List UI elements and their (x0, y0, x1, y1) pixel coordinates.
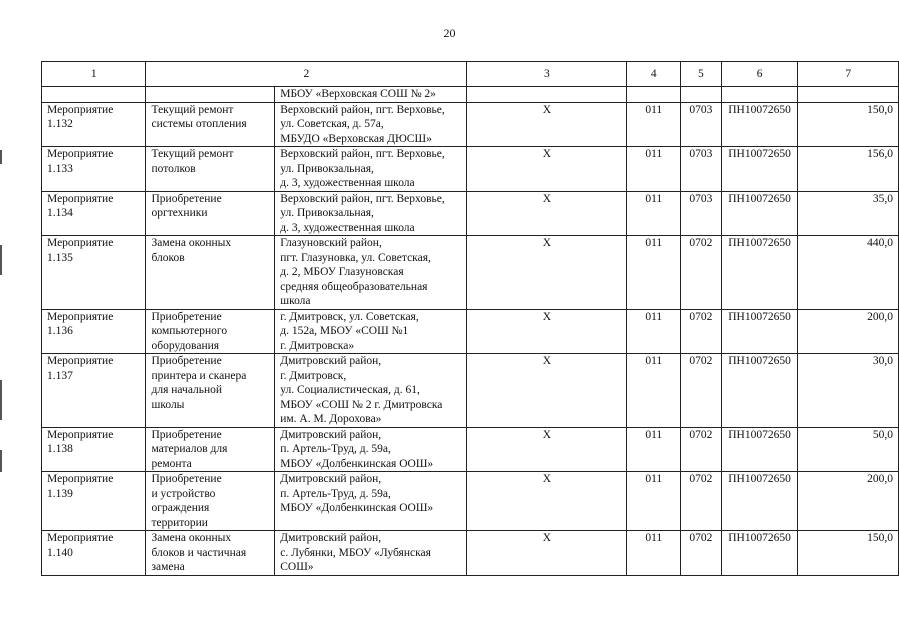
event-cell (42, 472, 146, 531)
name-line: Приобретение (151, 310, 222, 323)
column-header: 3 (467, 62, 627, 87)
amount-cell: 35,0 (798, 191, 899, 236)
code-cell: 011 (627, 236, 681, 310)
address-line: пгт. Глазуновка, ул. Советская, (280, 251, 431, 264)
event-line: 1.134 (47, 207, 73, 219)
mark-cell: X (467, 427, 627, 472)
event-cell (42, 354, 146, 428)
code-cell: 011 (627, 191, 681, 236)
table-row (42, 472, 899, 531)
name-line: Текущий ремонт (151, 148, 234, 160)
event-line: 1.135 (47, 251, 73, 264)
event-line: Мероприятие (47, 532, 114, 544)
address-line: ул. Привокзальная, (280, 162, 374, 175)
amount-cell: 50,0 (798, 427, 899, 472)
name-line: ограждения (151, 502, 210, 514)
address-line: д. 3, художественная школа (280, 221, 415, 234)
name-line: и устройство (151, 487, 216, 500)
name-line: блоков и частичная (151, 546, 247, 559)
name-line: замена (151, 561, 185, 573)
address-line: им. А. М. Дорохова» (280, 413, 382, 425)
name-cell (146, 531, 275, 576)
event-cell (42, 102, 146, 147)
name-cell (146, 472, 275, 531)
address-line: г. Дмитровска» (280, 339, 355, 352)
code-cell: ПН10072650 (721, 354, 798, 428)
address-cell (275, 191, 467, 236)
code-cell: 0702 (681, 309, 722, 354)
event-line: 1.139 (47, 487, 73, 500)
code-cell: 011 (627, 354, 681, 428)
name-line: Замена оконных (151, 532, 232, 544)
event-line: Мероприятие (47, 355, 114, 367)
address-line: Верховский район, пгт. Верховье, (280, 192, 445, 205)
address-line: МБОУ «Верховская СОШ № 2» (280, 88, 436, 100)
event-line: Мероприятие (47, 103, 114, 116)
table-row (42, 354, 899, 428)
address-line: Дмитровский район, (280, 428, 382, 441)
address-cell (275, 102, 467, 147)
name-line: Приобретение (151, 355, 222, 367)
amount-cell: 30,0 (798, 354, 899, 428)
code-cell: ПН10072650 (721, 147, 798, 192)
name-cell (146, 102, 275, 147)
event-line: Мероприятие (47, 237, 114, 249)
code-cell: ПН10072650 (721, 427, 798, 472)
amount-cell: 200,0 (798, 309, 899, 354)
event-line: Мероприятие (47, 310, 114, 323)
name-line: оргтехники (151, 207, 208, 219)
name-line: материалов для (151, 443, 228, 455)
event-cell (42, 427, 146, 472)
event-line: 1.132 (47, 118, 73, 130)
table-row (42, 427, 899, 472)
address-cell (275, 531, 467, 576)
name-line: блоков (151, 251, 185, 264)
name-cell (146, 309, 275, 354)
name-line: принтера и сканера (151, 369, 247, 382)
mark-cell: X (467, 147, 627, 192)
address-line: п. Артель-Труд, д. 59а, (280, 443, 391, 455)
event-line: Мероприятие (47, 428, 114, 441)
event-line: 1.138 (47, 443, 73, 455)
budget-table (41, 61, 899, 576)
code-cell: 011 (627, 531, 681, 576)
event-line: 1.137 (47, 369, 73, 382)
name-line: Приобретение (151, 473, 222, 485)
address-line: Глазуновский район, (280, 237, 382, 249)
column-header: 5 (681, 62, 722, 87)
event-cell (42, 236, 146, 310)
address-line: д. 3, художественная школа (280, 177, 415, 189)
column-header: 7 (798, 62, 899, 87)
address-line: ул. Привокзальная, (280, 207, 374, 219)
code-cell: ПН10072650 (721, 191, 798, 236)
name-line: оборудования (151, 339, 220, 352)
amount-cell: 150,0 (798, 531, 899, 576)
mark-cell: X (467, 531, 627, 576)
mark-cell: X (467, 354, 627, 428)
amount-cell: 150,0 (798, 102, 899, 147)
event-cell (42, 531, 146, 576)
code-cell: 0703 (681, 191, 722, 236)
address-line: ул. Социалистическая, д. 61, (280, 384, 420, 396)
code-cell: 0702 (681, 236, 722, 310)
address-line: д. 2, МБОУ Глазуновская (280, 266, 404, 278)
code-cell: 011 (627, 309, 681, 354)
code-cell: 0702 (681, 427, 722, 472)
code-cell: 011 (627, 147, 681, 192)
column-header: 1 (42, 62, 146, 87)
address-cell (275, 309, 467, 354)
address-cell (275, 236, 467, 310)
amount-cell: 156,0 (798, 147, 899, 192)
name-line: школы (151, 398, 185, 411)
event-line: 1.140 (47, 546, 73, 559)
event-line: Мероприятие (47, 192, 114, 205)
code-cell: 0702 (681, 472, 722, 531)
name-line: для начальной (151, 384, 223, 396)
address-line: Дмитровский район, (280, 473, 382, 485)
continuation-row (42, 87, 899, 103)
name-cell (146, 427, 275, 472)
table-row (42, 531, 899, 576)
address-line: Дмитровский район, (280, 355, 382, 367)
page-number: 20 (443, 26, 456, 40)
event-line: 1.133 (47, 162, 73, 175)
header-row (42, 62, 899, 87)
address-line: МБОУ «Долбенкинская ООШ» (280, 502, 434, 514)
name-line: Приобретение (151, 428, 222, 441)
code-cell: 011 (627, 472, 681, 531)
address-line: п. Артель-Труд, д. 59а, (280, 487, 391, 500)
name-line: Замена оконных (151, 237, 232, 249)
name-line: системы отопления (151, 118, 247, 130)
scan-edge-marks (0, 150, 3, 480)
address-cell (275, 147, 467, 192)
address-line: г. Дмитровск, (280, 369, 347, 382)
amount-cell: 200,0 (798, 472, 899, 531)
name-line: Текущий ремонт (151, 103, 234, 116)
code-cell: 0702 (681, 531, 722, 576)
event-cell (42, 147, 146, 192)
address-line: ул. Советская, д. 57а, (280, 118, 384, 130)
address-line: д. 152а, МБОУ «СОШ №1 (280, 325, 409, 337)
event-cell (42, 191, 146, 236)
mark-cell: X (467, 309, 627, 354)
code-cell: ПН10072650 (721, 102, 798, 147)
name-cell (146, 354, 275, 428)
address-cell (275, 354, 467, 428)
code-cell: 0703 (681, 102, 722, 147)
table-row (42, 309, 899, 354)
name-line: Приобретение (151, 192, 222, 205)
address-cell (275, 87, 467, 103)
event-line: Мероприятие (47, 473, 114, 485)
code-cell: 0702 (681, 354, 722, 428)
amount-cell: 440,0 (798, 236, 899, 310)
code-cell: ПН10072650 (721, 531, 798, 576)
code-cell: ПН10072650 (721, 472, 798, 531)
table-row (42, 102, 899, 147)
address-line: Верховский район, пгт. Верховье, (280, 103, 445, 116)
code-cell: ПН10072650 (721, 236, 798, 310)
name-cell (146, 236, 275, 310)
event-cell (42, 309, 146, 354)
address-line: школа (280, 295, 311, 307)
code-cell: 011 (627, 427, 681, 472)
code-cell: ПН10072650 (721, 309, 798, 354)
name-cell (146, 147, 275, 192)
column-header: 4 (627, 62, 681, 87)
address-cell (275, 427, 467, 472)
name-cell (146, 191, 275, 236)
name-line: потолков (151, 162, 196, 175)
mark-cell: X (467, 472, 627, 531)
address-line: средняя общеобразовательная (280, 280, 428, 293)
event-line: 1.136 (47, 325, 73, 337)
column-header: 2 (146, 62, 467, 87)
mark-cell: X (467, 236, 627, 310)
table-row (42, 236, 899, 310)
address-line: Верховский район, пгт. Верховье, (280, 148, 445, 160)
code-cell: 011 (627, 102, 681, 147)
event-line: Мероприятие (47, 148, 114, 160)
name-line: территории (151, 516, 208, 529)
address-line: СОШ» (280, 561, 314, 573)
name-line: компьютерного (151, 325, 228, 337)
address-cell (275, 472, 467, 531)
address-line: МБУДО «Верховская ДЮСШ» (280, 132, 432, 145)
code-cell: 0703 (681, 147, 722, 192)
address-line: г. Дмитровск, ул. Советская, (280, 310, 419, 323)
name-line: ремонта (151, 457, 192, 470)
column-header: 6 (721, 62, 798, 87)
address-line: с. Лубянки, МБОУ «Лубянская (280, 546, 431, 559)
address-line: МБОУ «Долбенкинская ООШ» (280, 457, 434, 470)
mark-cell: X (467, 102, 627, 147)
table-row (42, 147, 899, 192)
address-line: МБОУ «СОШ № 2 г. Дмитровска (280, 398, 443, 411)
address-line: Дмитровский район, (280, 532, 382, 544)
table-row (42, 191, 899, 236)
mark-cell: X (467, 191, 627, 236)
